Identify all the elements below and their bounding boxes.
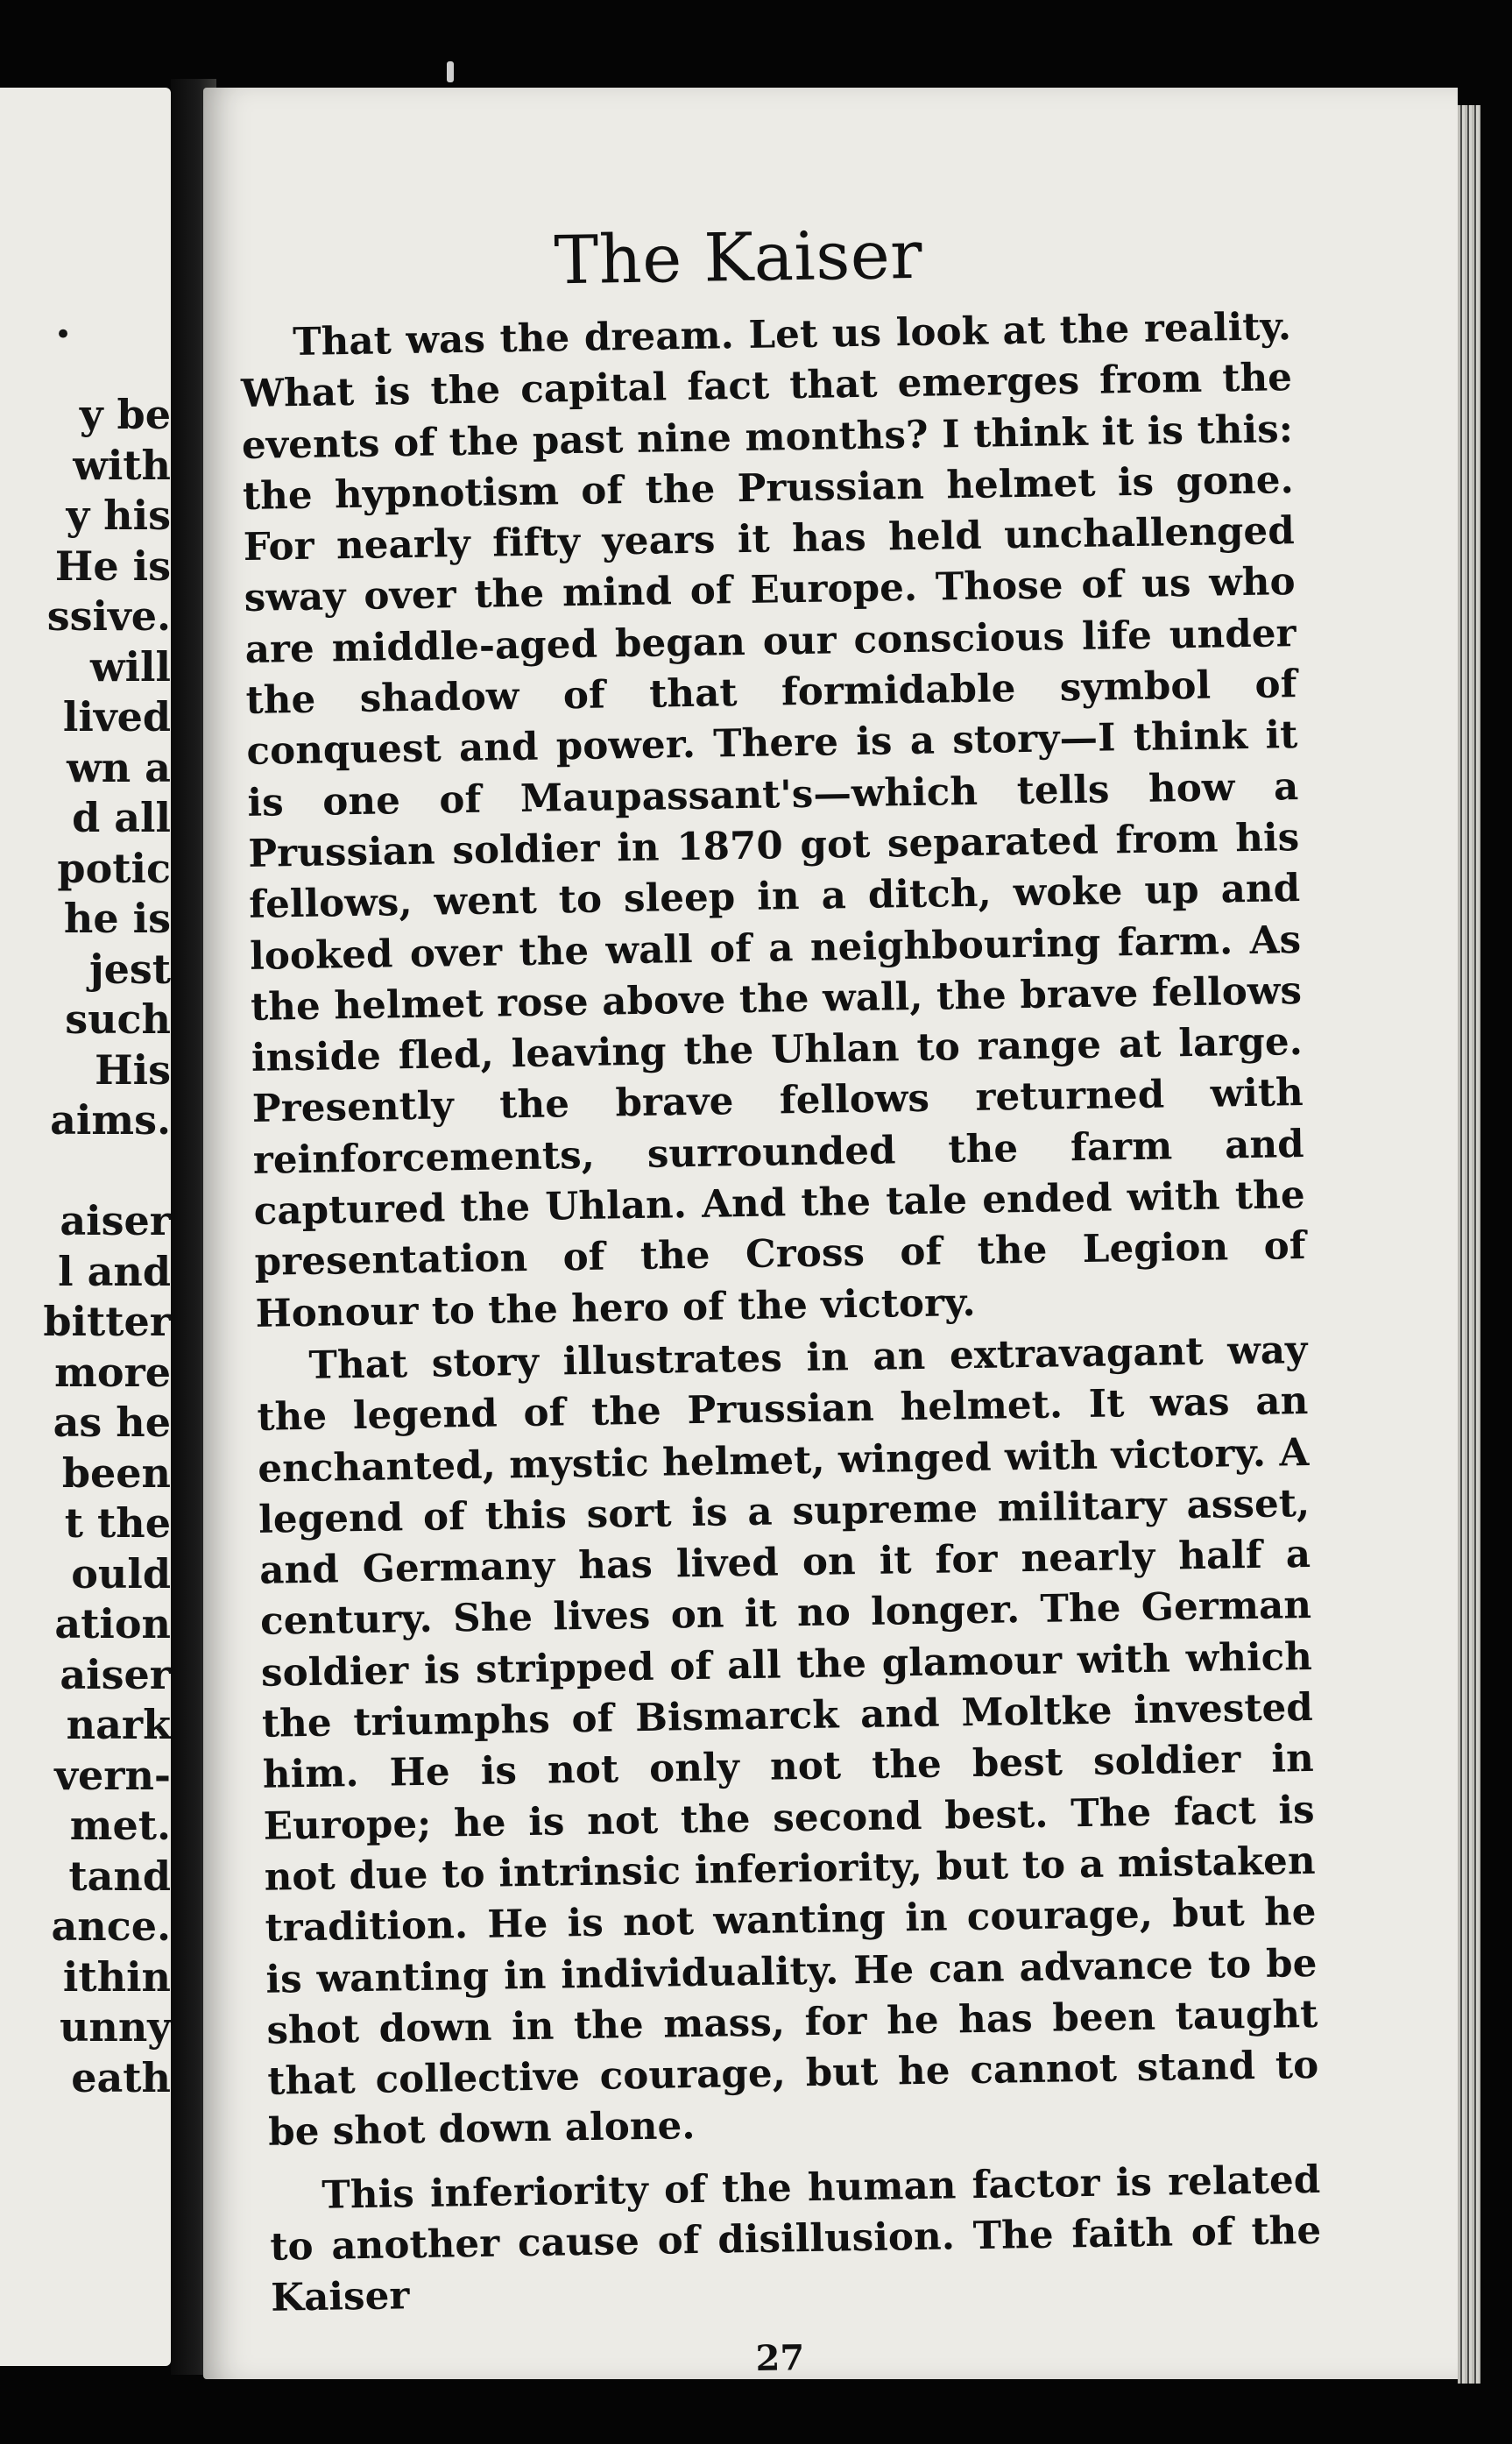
left-page-line: ithin	[62, 1952, 171, 2001]
left-page-line: jest	[88, 945, 171, 993]
paragraph-1: That was the dream. Let us look at the reality. What is the capital fact that emerges from the events of the past nine months? I think it is this: the hypnotism of the Prussian helmet is gone. For nearly fifty years it has held unchallenged sway over the mind of Europe. Those of us who are middle-aged began our conscious life under the shadow of that formidable symbol of conquest and power. There is a story—I think it is one of Maupassant's—which tells how a Prussian soldier in 1870 got separated from his fellows, went to sleep in a ditch, woke up and looked over the wall of a neighbouring farm. As the helmet rose above the wall, the brave fellows inside fled, leaving the Uhlan to range at large. Presently the brave fellows returned with reinforcements, surrounded the farm and captured the Uhlan. And the tale ended with the presentation of the Cross of the Legion of Honour to the hero of the victory.	[240, 304, 1306, 1336]
left-page-line: aims.	[50, 1096, 171, 1144]
left-page-line: ance.	[51, 1902, 171, 1950]
left-page-line: His	[95, 1045, 171, 1094]
left-page-line: aiser	[60, 1197, 171, 1244]
dust-speck	[447, 61, 454, 82]
left-page-line: ation	[54, 1600, 171, 1647]
left-page-line: will	[89, 642, 171, 691]
left-page-line: lived	[62, 693, 171, 740]
left-page-line: eath	[71, 2053, 171, 2101]
left-page-line: l and	[58, 1247, 171, 1295]
left-page-line: aiser	[60, 1650, 171, 1698]
left-page-line: vern-	[54, 1751, 171, 1799]
left-page-bullet: •	[54, 317, 73, 352]
left-page-line: ould	[71, 1549, 171, 1597]
page-number: 27	[755, 2336, 805, 2379]
page-title: The Kaiser	[553, 215, 923, 300]
left-page-line: such	[65, 995, 171, 1043]
left-page-line: he is	[63, 895, 171, 942]
paragraph-2: That story illustrates in an extravagant way the legend of the Prussian helmet. It was an enchanted, mystic helmet, winged with victory. A legend of this sort is a supreme military asset, and Germany has lived on it for nearly half a century. She lives on it no longer. The German soldier is stripped of all the glamour with which the triumphs of Bismarck and Moltke invested him. He is not only not the best soldier in Europe; he is not the second best. The fact is not due to intrinsic inferiority, but to a mistaken tradition. He is not wanting in courage, but he is wanting in individuality. He can advance to be shot down in the mass, for he has been taught that collective courage, but he cannot stand to be shot down alone.	[257, 1327, 1319, 2156]
left-page-line: nark	[66, 1701, 171, 1748]
left-page-line: y his	[66, 492, 171, 539]
paragraph-3: This inferiority of the human factor is related to another cause of disillusion. The faith of the Kaiser	[269, 2157, 1322, 2320]
left-page-line: met.	[69, 1802, 171, 1849]
page-edge	[1458, 105, 1480, 2384]
left-page-line	[43, 1146, 171, 1197]
left-page-line: with	[73, 441, 171, 489]
left-page-line: He is	[54, 542, 171, 590]
left-page-line: as he	[53, 1399, 171, 1446]
left-page-line: tand	[68, 1852, 171, 1900]
left-page-line: y be	[79, 391, 171, 438]
left-page-line: more	[54, 1348, 171, 1396]
left-page-line: d all	[72, 794, 171, 841]
left-page-line: t the	[64, 1499, 171, 1547]
left-page-line: ssive.	[46, 592, 171, 640]
page-content	[238, 202, 1324, 2386]
left-page-line: bitter	[43, 1298, 171, 1345]
left-page-line: unny	[59, 2003, 171, 2051]
left-page-line: wn a	[67, 743, 171, 791]
left-facing-page	[0, 88, 171, 2366]
left-page-line: potic	[57, 844, 171, 892]
left-page-text-fragments	[0, 390, 171, 2103]
left-page-line: been	[61, 1449, 171, 1497]
